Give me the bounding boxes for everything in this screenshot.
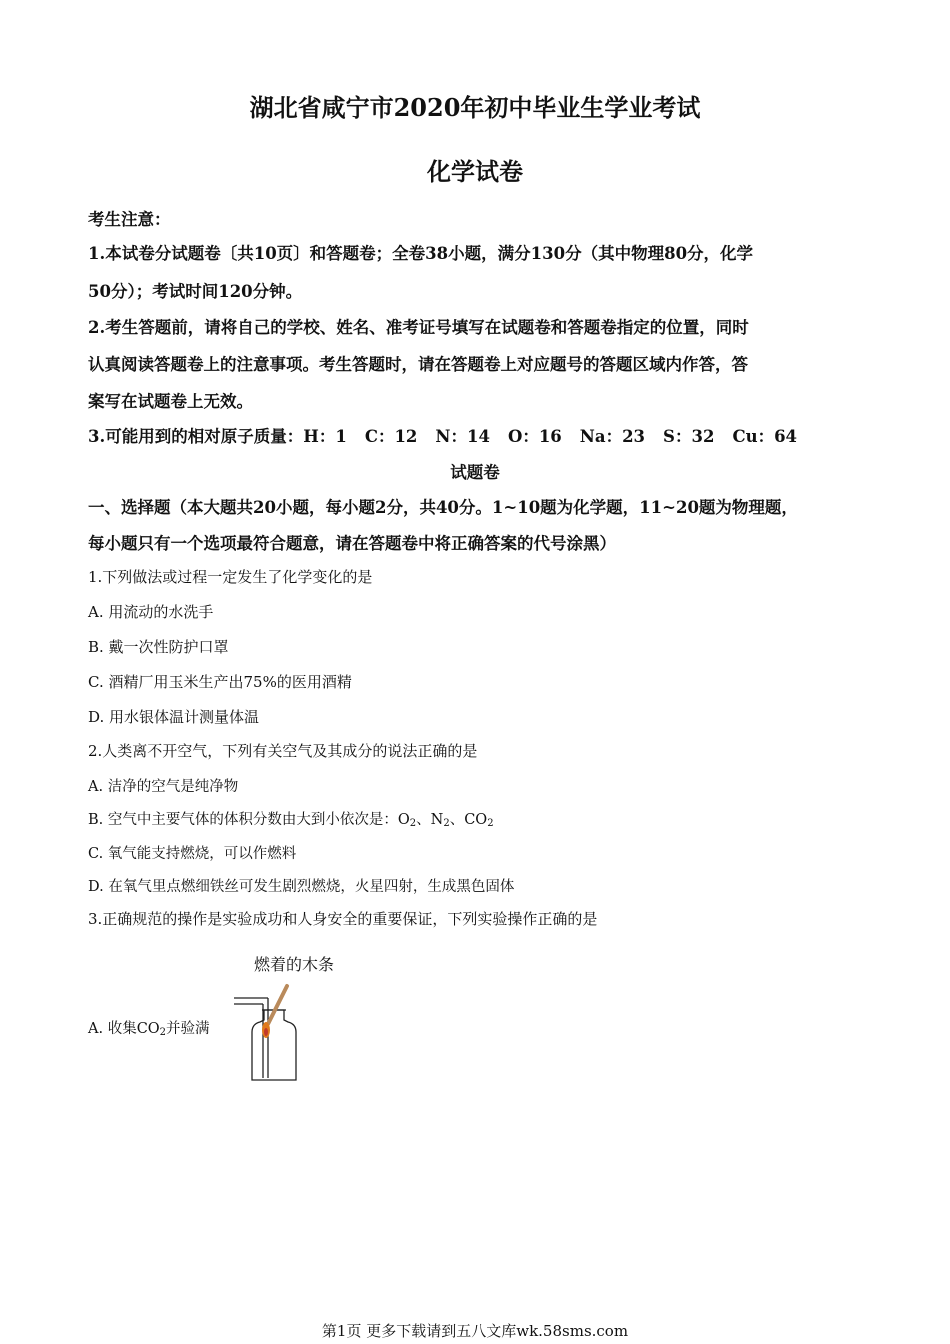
q1-stem: 1.下列做法或过程一定发生了化学变化的是 [88, 568, 373, 586]
q3-option-a-text: A. 收集CO [88, 1021, 160, 1037]
atom-s: S：32 [663, 427, 715, 446]
burning-splint-icon [262, 986, 287, 1038]
exam-subtitle: 化学试卷 [427, 157, 523, 186]
notice-item2-line3: 案写在试题卷上无效。 [88, 392, 253, 411]
q2-option-b-text: 、N [416, 812, 444, 828]
subscript: 2 [443, 818, 450, 829]
q2-option-a: A. 洁净的空气是纯净物 [88, 779, 239, 795]
q1-option-a: A. 用流动的水洗手 [88, 603, 214, 621]
atom-h: H：1 [303, 427, 347, 446]
bottle-icon [252, 1010, 296, 1080]
section-label: 试题卷 [450, 463, 500, 482]
q2-stem: 2.人类离不开空气，下列有关空气及其成分的说法正确的是 [88, 742, 478, 760]
page-footer: 第1页 更多下载请到五八文库wk.58sms.com [321, 1322, 629, 1340]
q3-stem: 3.正确规范的操作是实验成功和人身安全的重要保证，下列实验操作正确的是 [88, 910, 598, 928]
subscript: 2 [409, 818, 417, 829]
subscript: 2 [487, 818, 494, 829]
atom-cu: Cu：64 [732, 427, 798, 446]
q1-option-b: B. 戴一次性防护口罩 [88, 638, 229, 656]
section-heading-line2: 每小题只有一个选项最符合题意，请在答题卷中将正确答案的代号涂黑） [88, 534, 616, 553]
atom-na: Na：23 [579, 427, 646, 446]
atom-n: N：14 [435, 427, 490, 446]
notice-item3-prefix: 3.可能用到的相对原子质量： [88, 427, 304, 446]
q1-option-c: C. 酒精厂用玉米生产出75%的医用酒精 [88, 673, 352, 691]
notice-item3 [88, 423, 797, 447]
q2-option-b [88, 808, 494, 829]
notice-item2-line1: 2.考生答题前，请将自己的学校、姓名、准考证号填写在试题卷和答题卷指定的位置，同时 [88, 318, 749, 337]
delivery-tube-icon [234, 998, 268, 1078]
notice-item1-line1: 1.本试卷分试题卷〔共10页〕和答题卷；全卷38小题，满分130分（其中物理80分，化学 [88, 244, 754, 263]
exam-title: 湖北省咸宁市2020年初中毕业生学业考试 [249, 93, 701, 122]
q1-option-d: D. 用水银体温计测量体温 [88, 708, 260, 726]
section-heading-line1: 一、选择题（本大题共20小题，每小题2分，共40分。1~10题为化学题，11~20题为物理题， [88, 498, 798, 517]
q2-option-c: C. 氧气能支持燃烧，可以作燃料 [88, 846, 297, 862]
gas-bottle-figure [232, 948, 362, 1088]
q3-option-a [88, 1017, 210, 1038]
notice-heading: 考生注意： [88, 210, 171, 229]
q2-option-b-text: B. 空气中主要气体的体积分数由大到小依次是：O [88, 812, 410, 828]
notice-item2-line2: 认真阅读答题卷上的注意事项。考生答题时，请在答题卷上对应题号的答题区域内作答，答 [88, 355, 748, 374]
atom-c: C：12 [364, 427, 418, 446]
q2-option-d: D. 在氧气里点燃细铁丝可发生剧烈燃烧，火星四射，生成黑色固体 [88, 879, 515, 895]
atom-o: O：16 [507, 427, 562, 446]
figure-label: 燃着的木条 [254, 955, 335, 974]
q3-option-a-text: 并验满 [166, 1021, 210, 1037]
notice-item1-line2: 50分）；考试时间120分钟。 [88, 282, 303, 301]
subscript: 2 [159, 1027, 167, 1038]
q2-option-b-text: 、CO [449, 812, 488, 828]
